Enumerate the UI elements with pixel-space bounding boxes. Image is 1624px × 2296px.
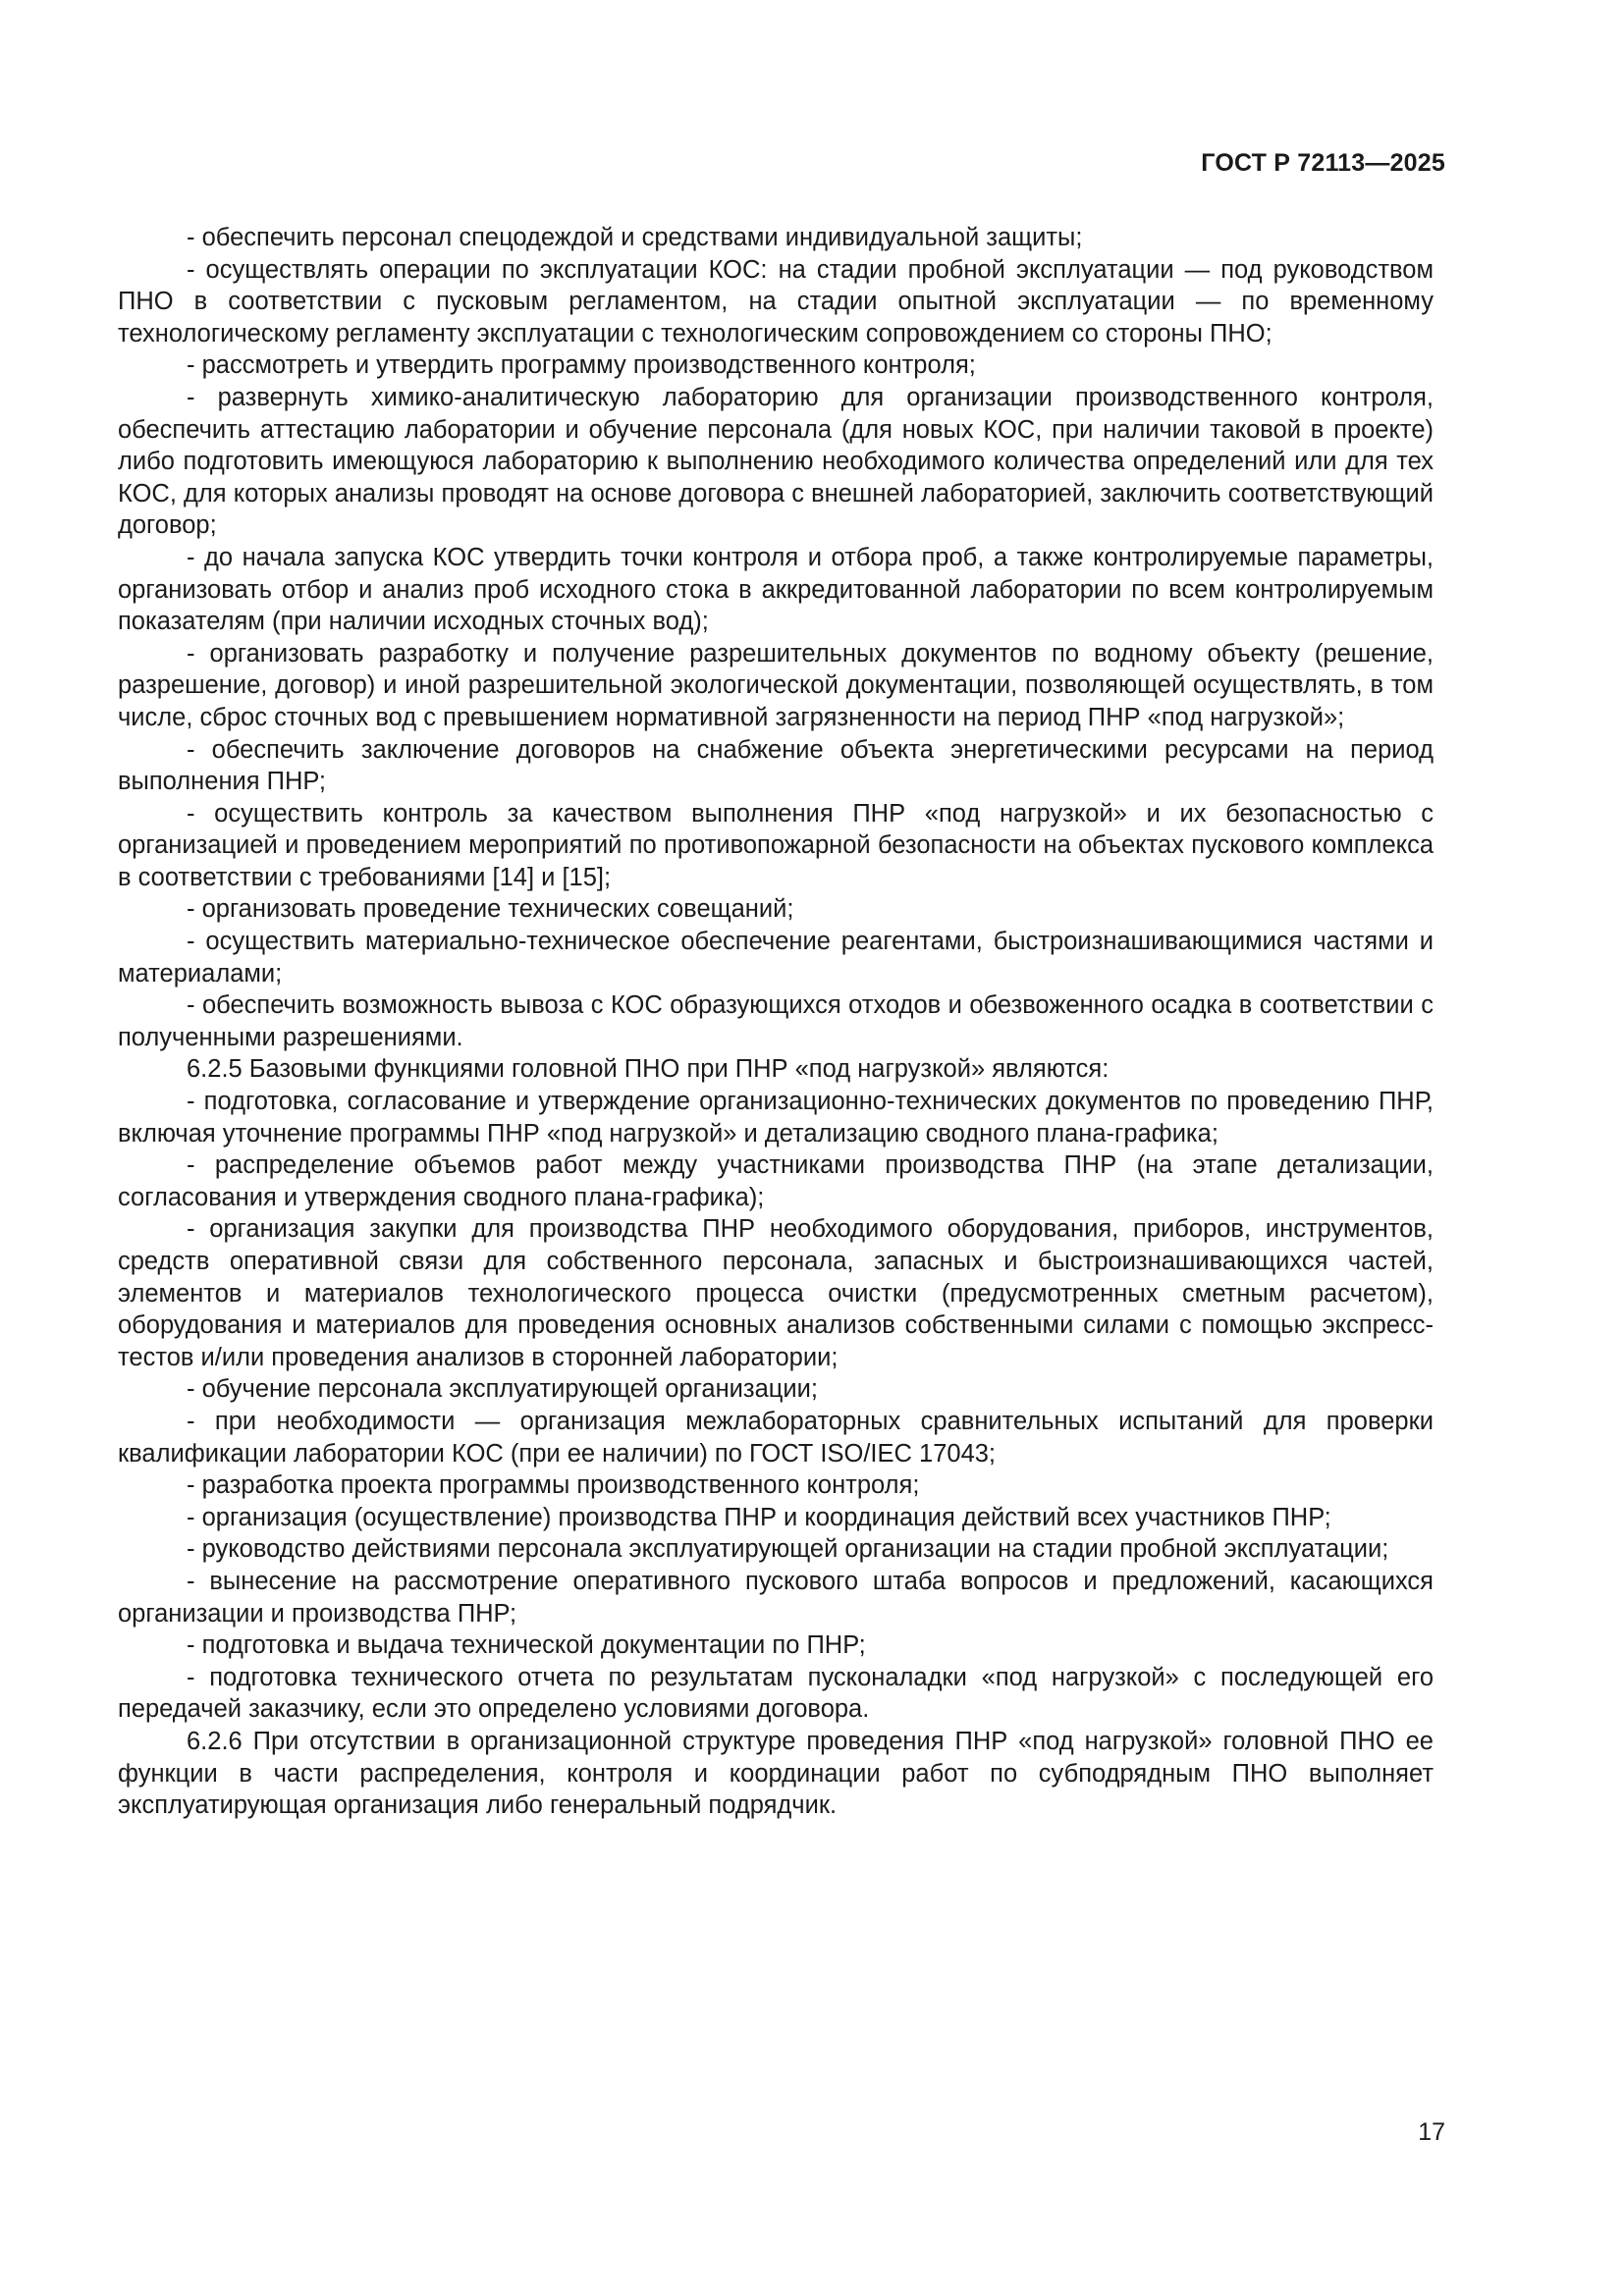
paragraph: - рассмотреть и утвердить программу производственного контроля;	[187, 351, 976, 380]
paragraph: - при необходимости — организация межлабораторных сравнительных испытаний для проверки квалификации лаборатории КОС (при ее наличии) по ГОСТ ISO/IEC 17043;	[118, 1407, 1434, 1468]
paragraph: - организация закупки для производства ПНР необходимого оборудования, приборов, инструментов, средств оперативной связи для собственного персонала, запасных и быстроизнашивающихся частей, элементов и материалов технологического процесса очистки (предусмотренных сметным расчетом), оборудования и материалов для проведения основных анализов собственными силами с помощью экспресс-тестов и/или проведения анализов в сторонней лаборатории;	[118, 1215, 1434, 1371]
document-body	[118, 222, 1434, 1822]
paragraph: - руководство действиями персонала эксплуатирующей организации на стадии пробной эксплуатации;	[187, 1535, 1389, 1564]
paragraph: - обеспечить заключение договоров на снабжение объекта энергетическими ресурсами на период выполнения ПНР;	[118, 735, 1434, 796]
section-paragraph-6-2-6: 6.2.6 При отсутствии в организационной структуре проведения ПНР «под нагрузкой» головной ПНО ее функции в части распределения, контроля и координации работ по субподрядным ПНО выполняет эксплуатирующая организация либо генеральный подрядчик.	[118, 1727, 1434, 1820]
paragraph: - обеспечить возможность вывоза с КОС образующихся отходов и обезвоженного осадка в соответствии с полученными разрешениями.	[118, 991, 1434, 1051]
paragraph: - до начала запуска КОС утвердить точки контроля и отбора проб, а также контролируемые параметры, организовать отбор и анализ проб исходного стока в аккредитованной лаборатории по всем контролируемым показателям (при наличии исходных сточных вод);	[118, 543, 1434, 636]
page-number: 17	[1418, 2118, 1445, 2146]
paragraph: - обеспечить персонал спецодеждой и средствами индивидуальной защиты;	[187, 224, 1083, 251]
section-paragraph-6-2-5: 6.2.5 Базовыми функциями головной ПНО при ПНР «под нагрузкой» являются:	[187, 1055, 1110, 1084]
paragraph: - организовать разработку и получение разрешительных документов по водному объекту (решение, разрешение, договор) и иной разрешительной экологической документации, позволяющей осуществлять, в том числе, сброс сточных вод с превышением нормативной загрязненности на период ПНР «под нагрузкой»;	[118, 639, 1434, 731]
paragraph: - организация (осуществление) производства ПНР и координация действий всех участников ПНР;	[187, 1503, 1331, 1531]
paragraph: - распределение объемов работ между участниками производства ПНР (на этапе детализации, согласования и утверждения сводного плана-графика);	[118, 1151, 1434, 1211]
paragraph: - осуществить контроль за качеством выполнения ПНР «под нагрузкой» и их безопасностью с организацией и проведением мероприятий по противопожарной безопасности на объектах пускового комплекса в соответствии с требованиями [14] и [15];	[118, 799, 1434, 891]
paragraph: - разработка проекта программы производственного контроля;	[187, 1471, 920, 1500]
paragraph: - развернуть химико-аналитическую лабораторию для организации производственного контроля, обеспечить аттестацию лаборатории и обучение персонала (для новых КОС, при наличии таковой в проекте) либо подготовить имеющуюся лабораторию к выполнению необходимого количества определений или для тех КОС, для которых анализы проводят на основе договора с внешней лабораторией, заключить соответствующий договор;	[118, 383, 1434, 540]
paragraph: - подготовка технического отчета по результатам пусконаладки «под нагрузкой» с последующей его передачей заказчику, если это определено условиями договора.	[118, 1663, 1434, 1724]
paragraph: - подготовка, согласование и утверждение организационно-технических документов по проведению ПНР, включая уточнение программы ПНР «под нагрузкой» и детализацию сводного плана-графика;	[118, 1088, 1434, 1148]
paragraph: - организовать проведение технических совещаний;	[187, 895, 794, 924]
paragraph: - осуществить материально-техническое обеспечение реагентами, быстроизнашивающимися частями и материалами;	[118, 928, 1434, 988]
paragraph: - вынесение на рассмотрение оперативного пускового штаба вопросов и предложений, касающихся организации и производства ПНР;	[118, 1567, 1434, 1628]
paragraph: - подготовка и выдача технической документации по ПНР;	[187, 1631, 866, 1660]
paragraph: - обучение персонала эксплуатирующей организации;	[187, 1375, 818, 1404]
paragraph: - осуществлять операции по эксплуатации КОС: на стадии пробной эксплуатации — под руководством ПНО в соответствии с пусковым регламентом, на стадии опытной эксплуатации — по временному технологическому регламенту эксплуатации с технологическим сопровождением со стороны ПНО;	[118, 255, 1434, 347]
document-standard-header: ГОСТ Р 72113—2025	[1201, 149, 1445, 177]
